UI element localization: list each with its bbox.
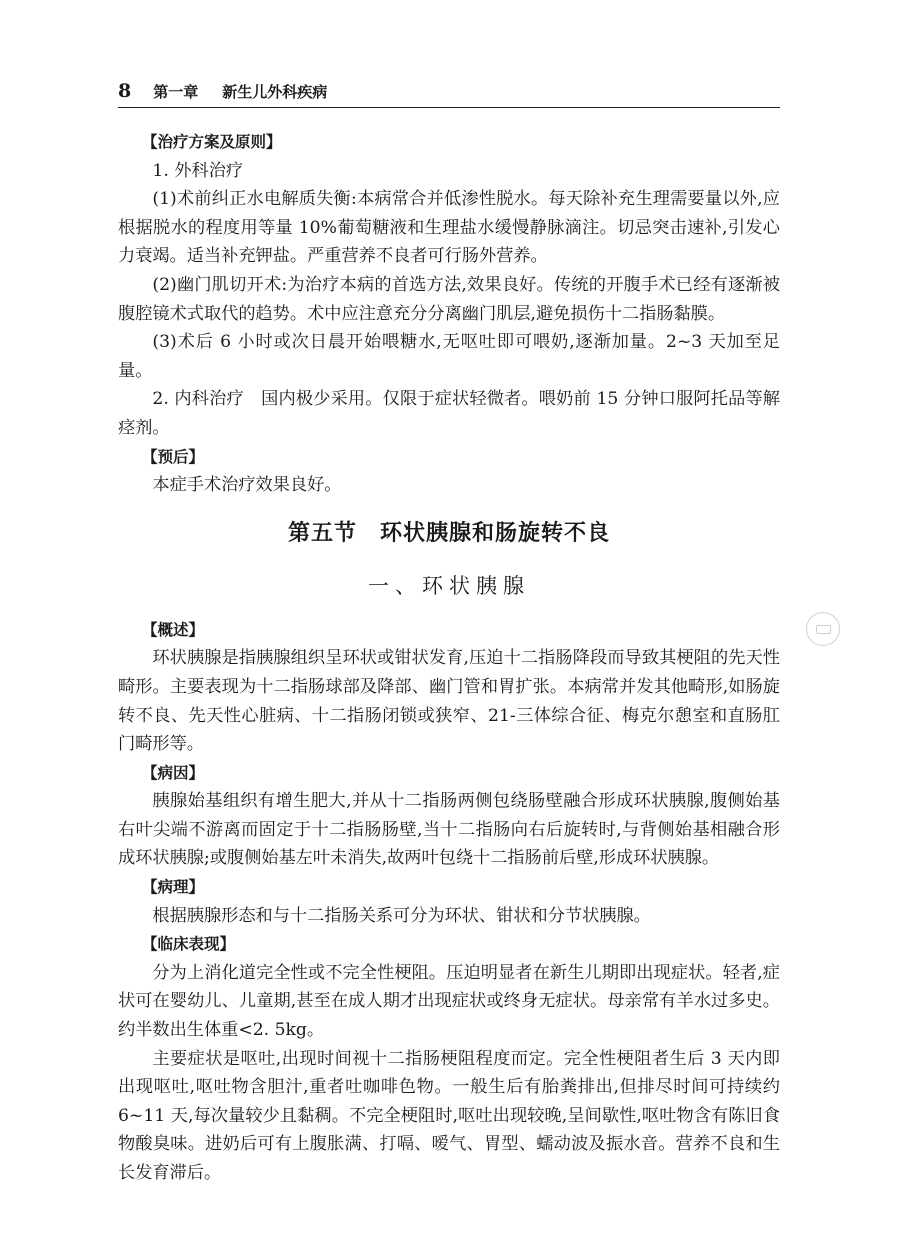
paragraph-pathology: 根据胰腺形态和与十二指肠关系可分为环状、钳状和分节状胰腺。 [152,905,651,926]
paragraph-clinical-2: 主要症状是呕吐,出现时间视十二指肠梗阻程度而定。完全性梗阻者生后 3 天内即出现呕吐,呕吐物含胆汁,重者吐咖啡色物。一般生后有胎粪排出,但排尽时间可持续约 6~11 天,每次量较少且黏稠。不完全梗阻时,呕吐出现较晚,呈间歇性,呕吐物含有陈旧食物酸臭味。进奶后可有上腹胀满、打嗝、嗳气、胃型、蠕动波及振水音。营养不良和生长发育滞后。 [118,1048,780,1183]
paragraph-etiology: 胰腺始基组织有增生肥大,并从十二指肠两侧包绕肠壁融合形成环状胰腺,腹侧始基右叶尖端不游离而固定于十二指肠肠壁,当十二指肠向右后旋转时,与背侧始基相融合形成环状胰腺;或腹侧始基左叶未消失,故两叶包绕十二指肠前后壁,形成环状胰腺。 [118,791,780,869]
heading-etiology: 【病因】 [142,763,205,782]
heading-treatment: 【治疗方案及原则】 [142,133,282,151]
heading-clinical: 【临床表现】 [142,935,236,954]
subsection-title: 一、环状胰腺 [368,573,530,598]
paragraph-surgery-3: (3)术后 6 小时或次日晨开始喂糖水,无呕吐即可喂奶,逐渐加量。2~3 天加至足量。 [118,332,780,381]
paragraph-surgery-1: (1)术前纠正水电解质失衡:本病常合并低渗性脱水。每天除补充生理需要量以外,应根据脱水的程度用等量 10%葡萄糖液和生理盐水缓慢静脉滴注。切忌突击速补,引发心力衰竭。适当补充钾盐。严重营养不良者可行肠外营养。 [118,189,780,267]
header-rule [118,107,780,108]
chapter-label: 第一章 [153,83,199,101]
heading-prognosis: 【预后】 [142,447,205,466]
heading-pathology: 【病理】 [142,878,205,897]
paragraph-surgery-2: (2)幽门肌切开术:为治疗本病的首选方法,效果良好。传统的开腹手术已经有逐渐被腹腔镜术式取代的趋势。术中应注意充分分离幽门肌层,避免损伤十二指肠黏膜。 [118,274,780,324]
section-title: 第五节 环状胰腺和肠旋转不良 [287,520,610,546]
chapter-title: 新生儿外科疾病 [222,83,328,101]
running-header [118,80,780,102]
book-stamp-icon [806,612,840,646]
paragraph-surgery-heading: 1. 外科治疗 [152,160,244,181]
paragraph-overview: 环状胰腺是指胰腺组织呈环状或钳状发育,压迫十二指肠降段而导致其梗阻的先天性畸形。主要表现为十二指肠球部及降部、幽门管和胃扩张。本病常并发其他畸形,如肠旋转不良、先天性心脏病、十二指肠闭锁或狭窄、21-三体综合征、梅克尔憩室和直肠肛门畸形等。 [118,648,780,755]
heading-overview: 【概述】 [142,620,205,639]
page-number: 8 [118,80,132,102]
page-body [118,128,780,1188]
paragraph-prognosis: 本症手术治疗效果良好。 [152,475,342,496]
paragraph-medical: 2. 内科治疗 国内极少采用。仅限于症状轻微者。喂奶前 15 分钟口服阿托品等解痉剂。 [118,389,780,438]
paragraph-clinical-1: 分为上消化道完全性或不完全性梗阻。压迫明显者在新生儿期即出现症状。轻者,症状可在婴幼儿、儿童期,甚至在成人期才出现症状或终身无症状。母亲常有羊水过多史。约半数出生体重<2. 5kg。 [118,962,780,1041]
